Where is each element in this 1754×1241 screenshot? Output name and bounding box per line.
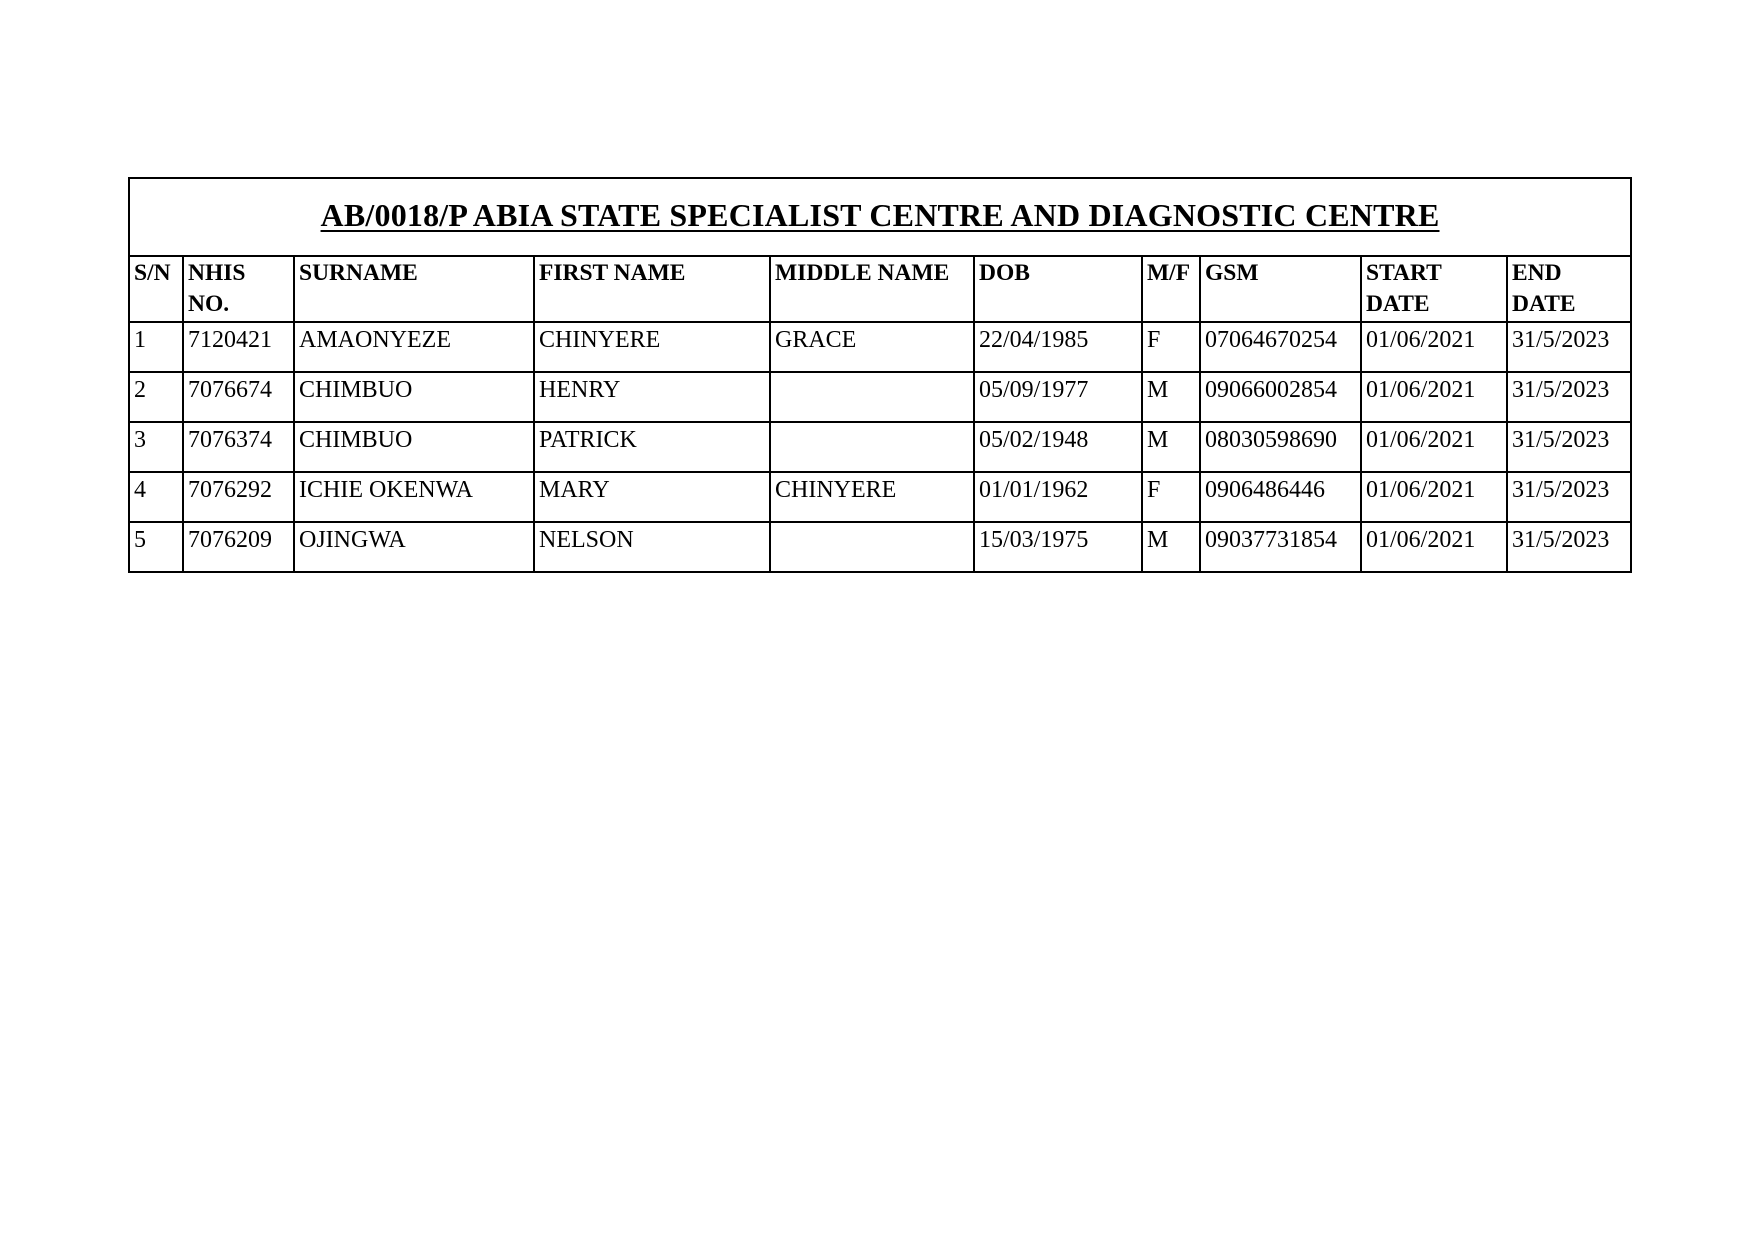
table-row	[129, 472, 1631, 522]
cell-gsm: 08030598690	[1200, 422, 1361, 472]
table-row	[129, 522, 1631, 572]
cell-start-date: 01/06/2021	[1361, 422, 1507, 472]
cell-mf: M	[1142, 422, 1200, 472]
cell-sn: 5	[129, 522, 183, 572]
cell-gsm: 09037731854	[1200, 522, 1361, 572]
cell-gsm: 07064670254	[1200, 322, 1361, 372]
cell-middle-name	[770, 372, 974, 422]
cell-nhis-no: 7120421	[183, 322, 294, 372]
header-end-line1: END	[1512, 260, 1562, 286]
cell-dob: 15/03/1975	[974, 522, 1142, 572]
header-sn: S/N	[129, 256, 183, 322]
cell-first-name: HENRY	[534, 372, 770, 422]
title-cell	[129, 178, 1631, 256]
header-start-line2: DATE	[1366, 291, 1430, 317]
cell-end-date: 31/5/2023	[1507, 522, 1631, 572]
cell-start-date: 01/06/2021	[1361, 472, 1507, 522]
cell-first-name: MARY	[534, 472, 770, 522]
header-nhis-line2: NO.	[188, 291, 230, 317]
cell-middle-name	[770, 422, 974, 472]
table-row	[129, 372, 1631, 422]
cell-start-date: 01/06/2021	[1361, 322, 1507, 372]
cell-end-date: 31/5/2023	[1507, 372, 1631, 422]
cell-nhis-no: 7076674	[183, 372, 294, 422]
header-end-line2: DATE	[1512, 291, 1576, 317]
cell-surname: CHIMBUO	[294, 422, 534, 472]
header-middle-name: MIDDLE NAME	[770, 256, 974, 322]
cell-start-date: 01/06/2021	[1361, 372, 1507, 422]
table-row	[129, 322, 1631, 372]
cell-end-date: 31/5/2023	[1507, 322, 1631, 372]
cell-sn: 2	[129, 372, 183, 422]
cell-dob: 22/04/1985	[974, 322, 1142, 372]
header-end-date	[1507, 256, 1631, 322]
header-start-date	[1361, 256, 1507, 322]
cell-start-date: 01/06/2021	[1361, 522, 1507, 572]
cell-surname: OJINGWA	[294, 522, 534, 572]
header-first-name: FIRST NAME	[534, 256, 770, 322]
cell-dob: 01/01/1962	[974, 472, 1142, 522]
cell-gsm: 0906486446	[1200, 472, 1361, 522]
cell-first-name: PATRICK	[534, 422, 770, 472]
cell-first-name: CHINYERE	[534, 322, 770, 372]
cell-mf: F	[1142, 472, 1200, 522]
cell-gsm: 09066002854	[1200, 372, 1361, 422]
cell-nhis-no: 7076292	[183, 472, 294, 522]
cell-surname: CHIMBUO	[294, 372, 534, 422]
enrollee-table	[128, 177, 1632, 573]
cell-middle-name: CHINYERE	[770, 472, 974, 522]
header-surname: SURNAME	[294, 256, 534, 322]
cell-sn: 1	[129, 322, 183, 372]
header-dob: DOB	[974, 256, 1142, 322]
cell-end-date: 31/5/2023	[1507, 472, 1631, 522]
cell-nhis-no: 7076374	[183, 422, 294, 472]
header-gsm: GSM	[1200, 256, 1361, 322]
header-nhis-no	[183, 256, 294, 322]
cell-end-date: 31/5/2023	[1507, 422, 1631, 472]
cell-mf: M	[1142, 372, 1200, 422]
header-mf: M/F	[1142, 256, 1200, 322]
cell-middle-name: GRACE	[770, 322, 974, 372]
cell-dob: 05/02/1948	[974, 422, 1142, 472]
title-row	[129, 178, 1631, 256]
cell-mf: F	[1142, 322, 1200, 372]
cell-nhis-no: 7076209	[183, 522, 294, 572]
document-title: AB/0018/P ABIA STATE SPECIALIST CENTRE AND DIAGNOSTIC CENTRE	[320, 196, 1440, 233]
cell-sn: 4	[129, 472, 183, 522]
header-start-line1: START	[1366, 260, 1442, 286]
cell-mf: M	[1142, 522, 1200, 572]
cell-middle-name	[770, 522, 974, 572]
table-row	[129, 422, 1631, 472]
cell-first-name: NELSON	[534, 522, 770, 572]
cell-surname: AMAONYEZE	[294, 322, 534, 372]
header-row	[129, 256, 1631, 322]
cell-sn: 3	[129, 422, 183, 472]
cell-dob: 05/09/1977	[974, 372, 1142, 422]
cell-surname: ICHIE OKENWA	[294, 472, 534, 522]
header-nhis-line1: NHIS	[188, 260, 246, 286]
